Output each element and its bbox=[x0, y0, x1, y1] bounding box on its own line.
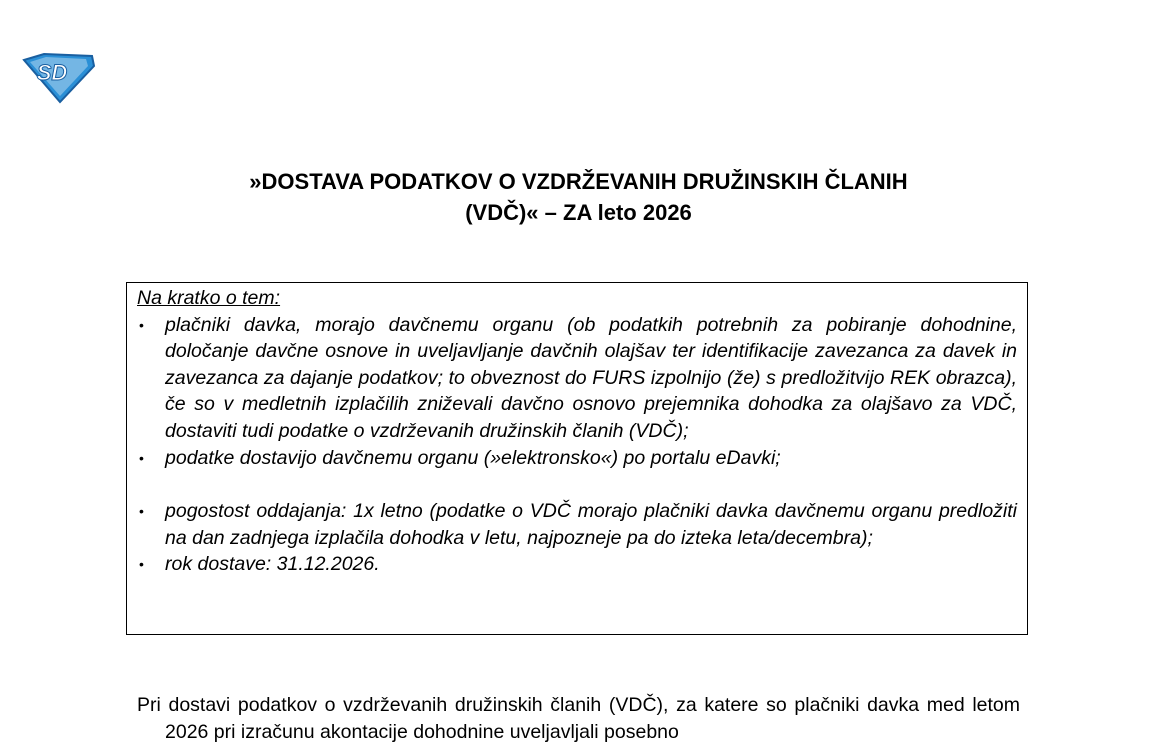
body-paragraph-text: Pri dostavi podatkov o vzdrževanih družinskih članih (VDČ), za katere so plačniki davka med letom 2026 pri izračunu akontacije dohodnine uveljavljali posebno bbox=[137, 694, 1020, 743]
title-line-2: (VDČ)« – ZA leto 2026 bbox=[465, 200, 692, 225]
bullet-icon: • bbox=[139, 556, 144, 573]
list-item bbox=[137, 312, 1017, 445]
bullet-icon: • bbox=[139, 503, 144, 520]
list-item-text: rok dostave: 31.12.2026. bbox=[165, 553, 380, 576]
company-logo bbox=[22, 52, 96, 104]
summary-list bbox=[137, 312, 1017, 578]
logo-lettering: SD bbox=[36, 60, 68, 85]
list-item bbox=[137, 498, 1017, 551]
list-spacer bbox=[137, 471, 1017, 498]
bullet-icon: • bbox=[139, 449, 144, 466]
sd-shield-logo-icon bbox=[22, 52, 96, 104]
list-item-text: podatke dostavijo davčnemu organu (»elektronsko«) po portalu eDavki; bbox=[165, 446, 781, 469]
body-paragraph bbox=[137, 692, 1020, 746]
summary-box bbox=[126, 282, 1028, 635]
document-title bbox=[0, 166, 1157, 228]
list-item-text: plačniki davka, morajo davčnemu organu (ob podatkih potrebnih za pobiranje dohodnine, določanje davčne osnove in uveljavljanje davčnih olajšav ter identifikacije zavezanca za davek in zavezanca za dajanje podatkov; to obveznost do FURS izpolnijo (že) s predložitvijo REK obrazca), če so v medletnih izplačilih zniževali davčno osnovo prejemnika dohodka za olajšavo za VDČ, dostaviti tudi podatke o vzdrževanih družinskih članih (VDČ); bbox=[165, 313, 1017, 442]
title-line-1: »DOSTAVA PODATKOV O VZDRŽEVANIH DRUŽINSKIH ČLANIH bbox=[249, 169, 908, 194]
list-item-text: pogostost oddajanja: 1x letno (podatke o VDČ morajo plačniki davka davčnemu organu predložiti na dan zadnjega izplačila dohodka v letu, najpozneje pa do izteka leta/decembra); bbox=[165, 500, 1017, 549]
bullet-icon: • bbox=[139, 316, 144, 333]
list-item bbox=[137, 551, 1017, 578]
list-item bbox=[137, 445, 1017, 472]
summary-heading: Na kratko o tem: bbox=[137, 287, 281, 309]
